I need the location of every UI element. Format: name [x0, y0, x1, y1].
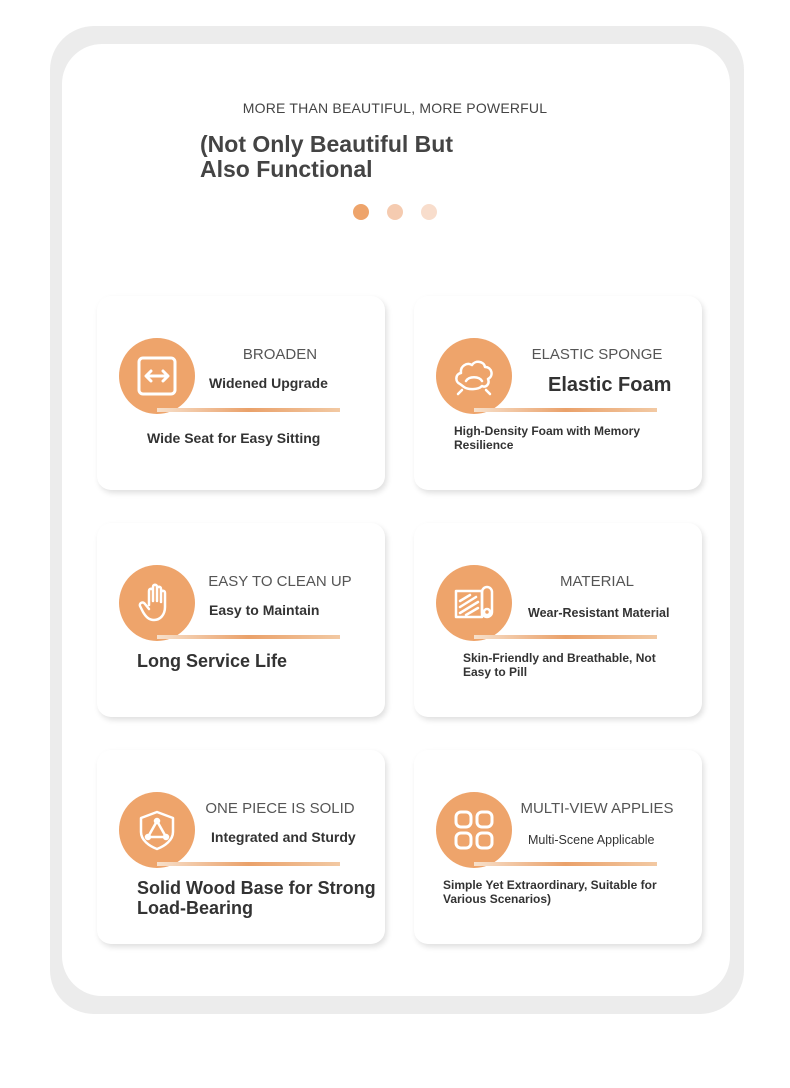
feature-underline	[474, 408, 657, 412]
feature-description: Wide Seat for Easy Sitting	[147, 430, 321, 446]
feature-card-one-piece	[97, 750, 385, 944]
feature-subtitle: Easy to Maintain	[209, 602, 320, 618]
feature-subtitle: Multi-Scene Applicable	[528, 833, 655, 847]
carousel-dot-3[interactable]	[421, 204, 437, 220]
foam-cushion-icon	[436, 338, 512, 414]
feature-subtitle: Wear-Resistant Material	[528, 606, 670, 620]
feature-underline	[157, 862, 340, 866]
carousel-dot-2[interactable]	[387, 204, 403, 220]
feature-subtitle: Integrated and Sturdy	[211, 829, 356, 845]
feature-description: Solid Wood Base for Strong Load-Bearing	[137, 878, 376, 918]
carousel-dots	[353, 204, 437, 220]
feature-title-en: ONE PIECE IS SOLID	[205, 800, 355, 817]
widen-arrows-icon	[119, 338, 195, 414]
fabric-roll-icon	[436, 565, 512, 641]
feature-card-material	[414, 523, 702, 717]
feature-title-en: MATERIAL	[560, 573, 634, 590]
feature-card-elastic-sponge	[414, 296, 702, 490]
feature-description: High-Density Foam with Memory Resilience	[454, 424, 641, 452]
triangle-shield-icon	[119, 792, 195, 868]
feature-underline	[474, 635, 657, 639]
feature-description: Simple Yet Extraordinary, Suitable for Various Scenarios)	[443, 878, 657, 906]
feature-title-en: EASY TO CLEAN UP	[208, 573, 352, 590]
feature-underline	[157, 635, 340, 639]
carousel-dot-1[interactable]	[353, 204, 369, 220]
feature-subtitle: Elastic Foam	[548, 374, 672, 396]
feature-description: Long Service Life	[137, 651, 288, 671]
feature-card-broaden	[97, 296, 385, 490]
feature-card-multi-view	[414, 750, 702, 944]
feature-title-en: ELASTIC SPONGE	[531, 346, 663, 363]
feature-title-en: BROADEN	[242, 346, 318, 363]
feature-underline	[474, 862, 657, 866]
feature-description: Skin-Friendly and Breathable, Not Easy to Pill	[463, 651, 656, 679]
section-subtitle: MORE THAN BEAUTIFUL, MORE POWERFUL	[242, 100, 548, 116]
feature-title-en: MULTI-VIEW APPLIES	[520, 800, 674, 817]
grid-apps-icon	[436, 792, 512, 868]
feature-subtitle: Widened Upgrade	[209, 375, 328, 391]
hand-icon	[119, 565, 195, 641]
feature-underline	[157, 408, 340, 412]
feature-card-easy-clean	[97, 523, 385, 717]
section-title: (Not Only Beautiful But Also Functional	[200, 131, 453, 182]
